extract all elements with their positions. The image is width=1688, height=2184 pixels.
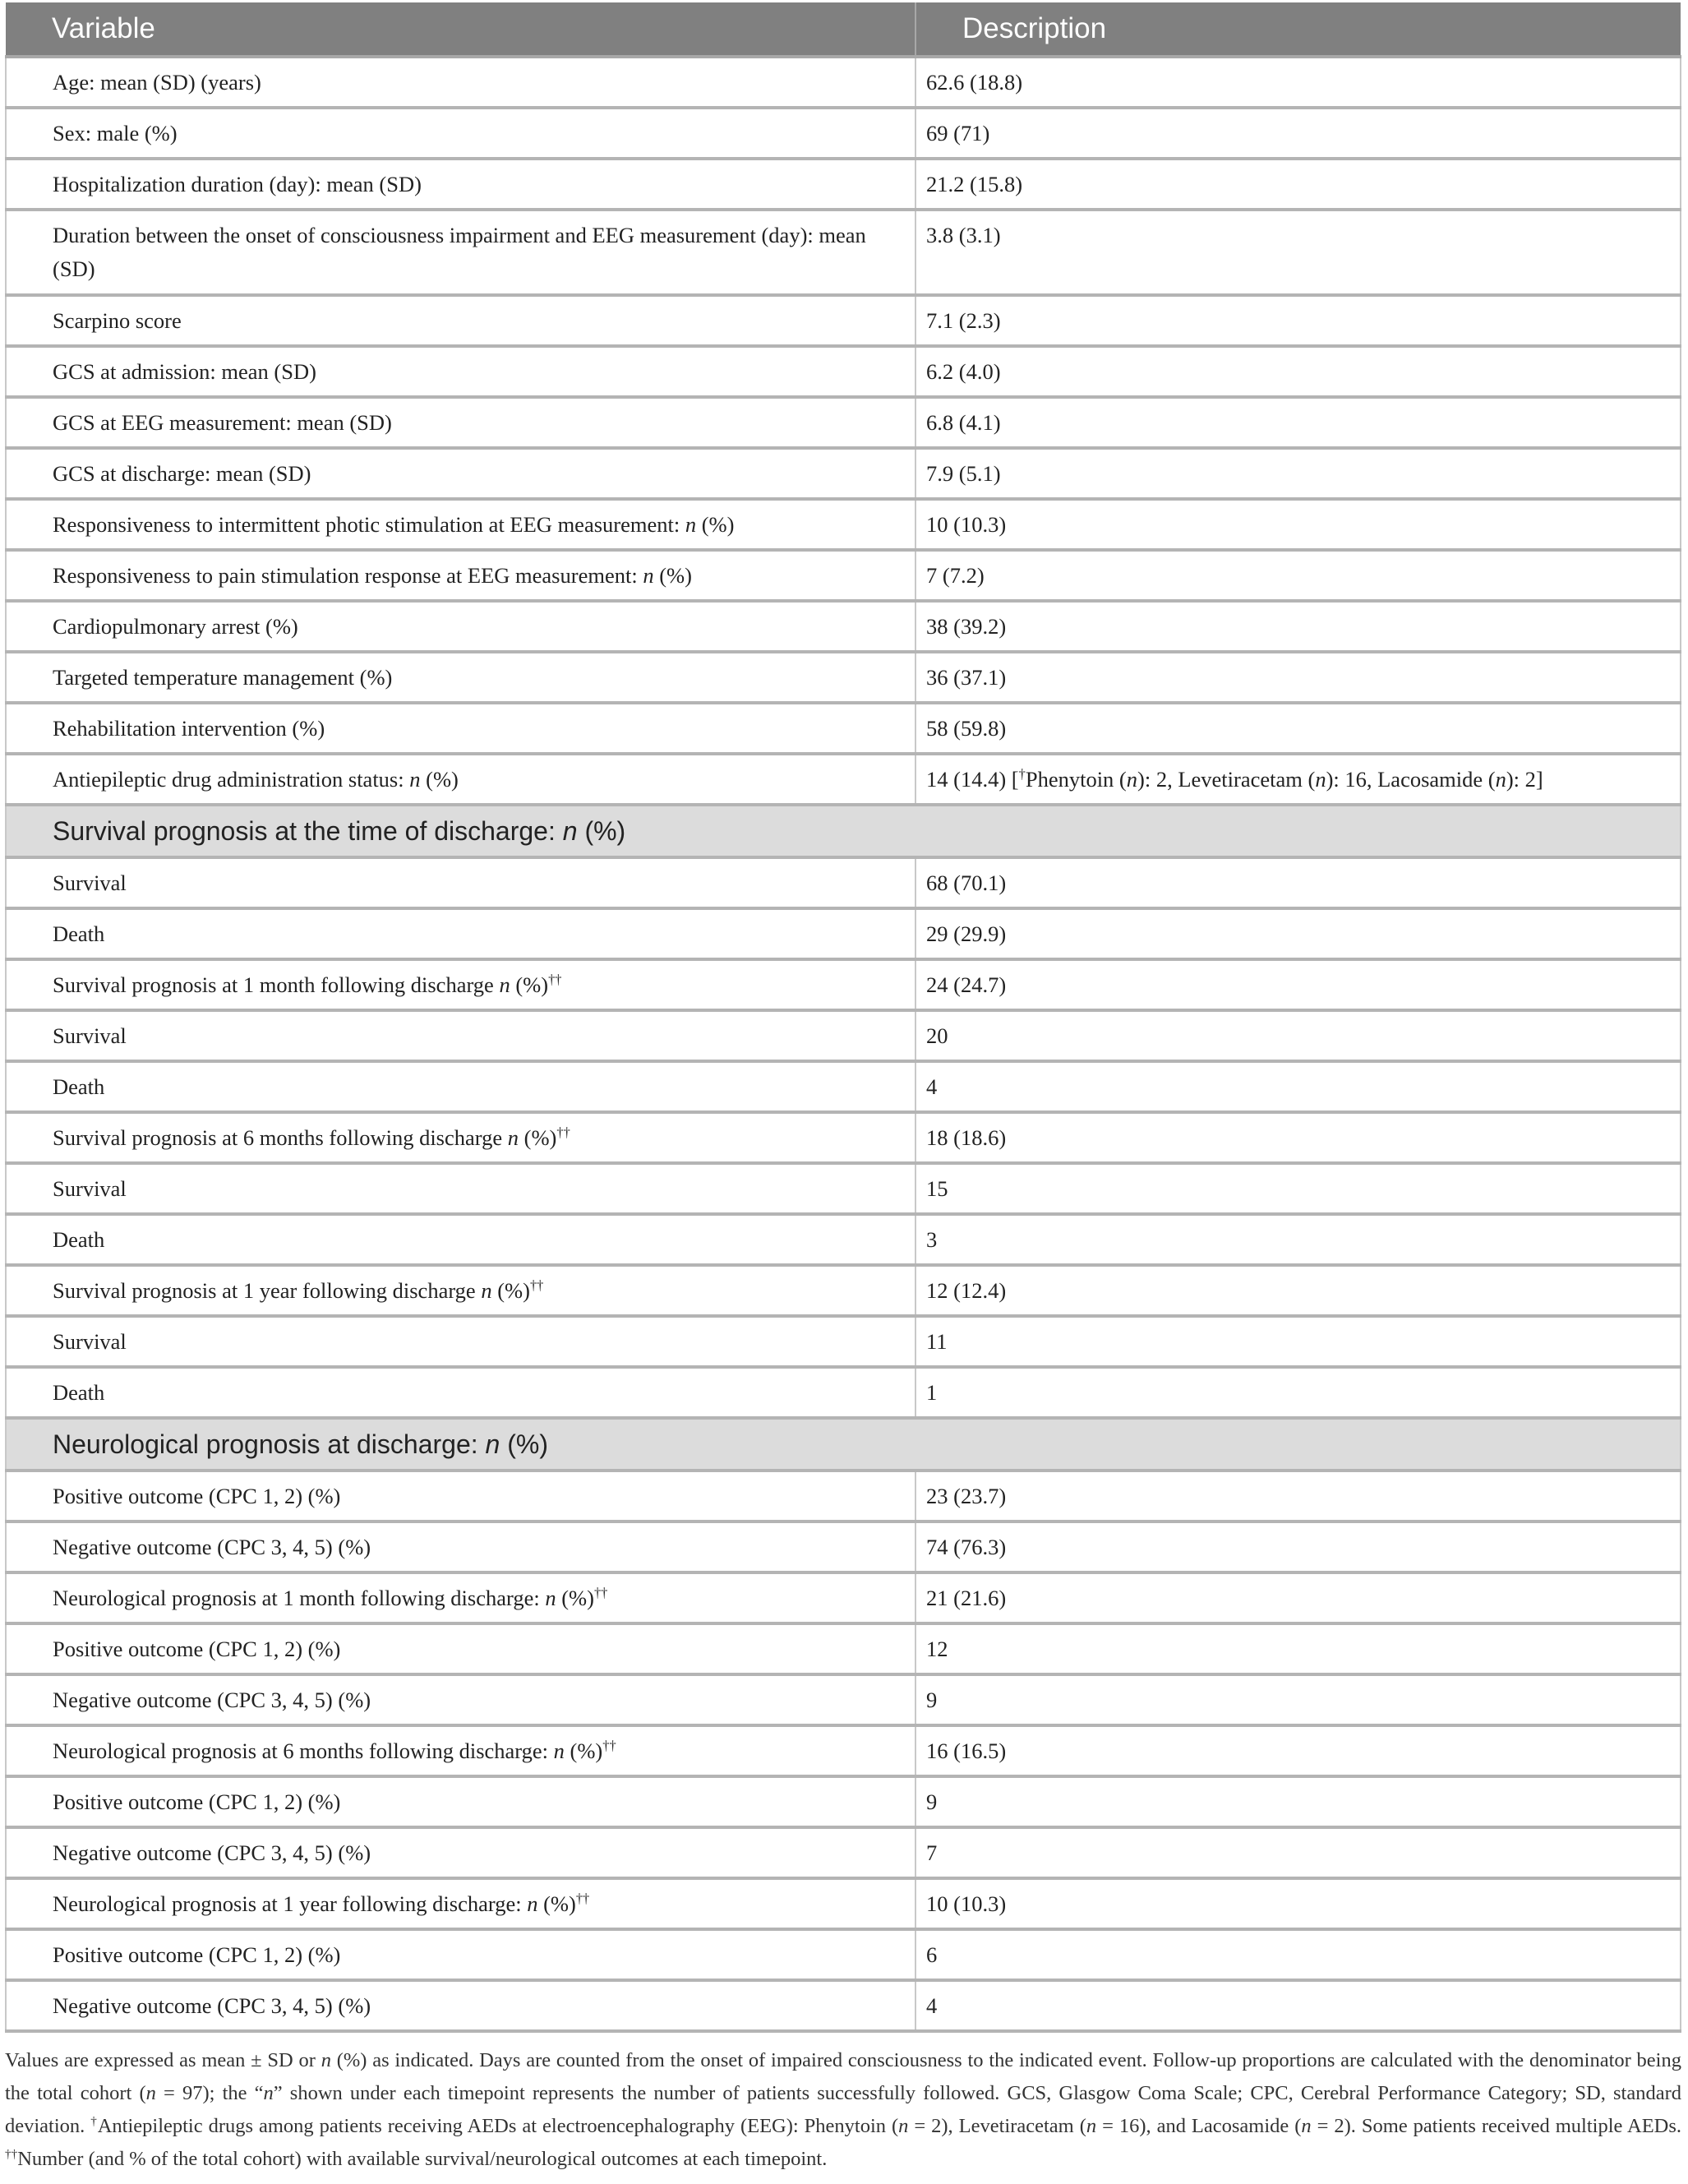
- text-segment: Cardiopulmonary arrest (%): [53, 614, 298, 639]
- footnote-marker: ††: [575, 1891, 590, 1907]
- text-segment: (%): [653, 563, 692, 588]
- variable-cell: [6, 159, 915, 210]
- table-row: [6, 159, 1681, 210]
- table-row: [6, 1929, 1681, 1980]
- text-segment: (%): [420, 767, 459, 792]
- text-segment: Scarpino score: [53, 308, 182, 333]
- table-row: [6, 210, 1681, 295]
- text-segment: GCS at EEG measurement: mean (SD): [53, 410, 392, 435]
- text-segment: ): 2, Levetiracetam (: [1137, 767, 1316, 792]
- text-segment: Number (and % of the total cohort) with available survival/neurological outcomes at each timepoint.: [17, 2148, 828, 2170]
- text-segment: = 2), Levetiracetam (: [908, 2115, 1086, 2137]
- text-segment: = 97); the “: [155, 2082, 264, 2104]
- footnote-marker: ††: [602, 1738, 616, 1754]
- variable-cell: [6, 1265, 915, 1316]
- text-segment: 14 (14.4) [: [926, 767, 1019, 792]
- text-segment: 23 (23.7): [926, 1484, 1007, 1508]
- text-segment: 9: [926, 1688, 938, 1712]
- description-cell: [915, 703, 1681, 754]
- description-cell: [915, 448, 1681, 499]
- description-cell: [915, 1112, 1681, 1163]
- description-cell: [915, 159, 1681, 210]
- variable-cell: [6, 1929, 915, 1980]
- text-segment: 3.8 (3.1): [926, 223, 1001, 247]
- table-row: [6, 57, 1681, 108]
- table-row: [6, 550, 1681, 601]
- text-segment: Survival prognosis at 1 year following discharge: [53, 1278, 482, 1303]
- column-header-variable: Variable: [6, 2, 915, 57]
- table-row: [6, 1521, 1681, 1572]
- italic-symbol: n: [1126, 767, 1138, 792]
- text-segment: Positive outcome (CPC 1, 2) (%): [53, 1942, 341, 1967]
- variable-cell: [6, 1878, 915, 1929]
- footnote-marker: ††: [548, 972, 562, 988]
- text-segment: Rehabilitation intervention (%): [53, 716, 325, 741]
- text-segment: 7: [926, 1840, 938, 1865]
- variable-cell: [6, 601, 915, 652]
- description-cell: [915, 346, 1681, 397]
- text-segment: Death: [53, 921, 105, 946]
- text-segment: (%): [537, 1891, 576, 1916]
- text-segment: Survival: [53, 870, 127, 895]
- italic-symbol: n: [553, 1738, 565, 1763]
- text-segment: (%): [577, 816, 626, 846]
- description-cell: [915, 550, 1681, 601]
- text-segment: 74 (76.3): [926, 1535, 1007, 1559]
- text-segment: (%): [510, 972, 549, 997]
- text-segment: 6.8 (4.1): [926, 410, 1001, 435]
- description-cell: [915, 108, 1681, 159]
- text-segment: 21.2 (15.8): [926, 172, 1023, 196]
- italic-symbol: n: [485, 1429, 500, 1459]
- variable-cell: [6, 1316, 915, 1367]
- footnote-marker: †: [90, 2113, 98, 2128]
- table-row: [6, 1572, 1681, 1623]
- description-cell: [915, 1929, 1681, 1980]
- text-segment: (%): [519, 1125, 557, 1150]
- text-segment: GCS at discharge: mean (SD): [53, 461, 311, 486]
- variable-cell: [6, 108, 915, 159]
- text-segment: 16 (16.5): [926, 1738, 1007, 1763]
- text-segment: ): 2]: [1506, 767, 1543, 792]
- text-segment: Responsiveness to pain stimulation response at EEG measurement:: [53, 563, 643, 588]
- text-segment: 4: [926, 1074, 938, 1099]
- table-row: [6, 108, 1681, 159]
- description-cell: [915, 1827, 1681, 1878]
- text-segment: Survival prognosis at 6 months following discharge: [53, 1125, 508, 1150]
- section-title: [6, 1418, 1681, 1471]
- italic-symbol: n: [263, 2082, 274, 2104]
- description-cell: [915, 1010, 1681, 1061]
- text-segment: Duration between the onset of consciousness impairment and EEG measurement (day): mean (SD): [53, 223, 866, 281]
- text-segment: 9: [926, 1789, 938, 1814]
- table-row: [6, 346, 1681, 397]
- characteristics-table: [5, 2, 1681, 2033]
- table-header-row: [6, 2, 1681, 57]
- variable-cell: [6, 1112, 915, 1163]
- table-row: [6, 1112, 1681, 1163]
- description-cell: [915, 57, 1681, 108]
- description-cell: [915, 1214, 1681, 1265]
- text-segment: 12: [926, 1637, 948, 1661]
- italic-symbol: n: [409, 767, 421, 792]
- text-segment: Targeted temperature management (%): [53, 665, 393, 690]
- footnote-marker: ††: [556, 1124, 570, 1141]
- variable-cell: [6, 1623, 915, 1674]
- text-segment: Survival: [53, 1329, 127, 1354]
- italic-symbol: n: [1315, 767, 1326, 792]
- column-header-description: Description: [915, 2, 1681, 57]
- variable-cell: [6, 857, 915, 908]
- footnote-marker: ††: [593, 1585, 608, 1601]
- table-row: [6, 703, 1681, 754]
- italic-symbol: n: [145, 2082, 156, 2104]
- variable-cell: [6, 550, 915, 601]
- text-segment: ” shown under each timepoint represents the number of patients successfully followed. GCS, Glasgow Coma Scale; CPC, Cerebral Performance Category; SD, standard deviation.: [5, 2082, 1681, 2137]
- variable-cell: [6, 1776, 915, 1827]
- variable-cell: [6, 1572, 915, 1623]
- table-row: [6, 1163, 1681, 1214]
- variable-cell: [6, 1471, 915, 1521]
- table-row: [6, 295, 1681, 346]
- text-segment: ): 16, Lacosamide (: [1326, 767, 1496, 792]
- footnote-marker: †: [1018, 766, 1026, 783]
- text-segment: Death: [53, 1074, 105, 1099]
- text-segment: Antiepileptic drugs among patients receiving AEDs at electroencephalography (EEG): Phenytoin (: [97, 2115, 899, 2137]
- text-segment: 3: [926, 1227, 938, 1252]
- description-cell: [915, 652, 1681, 703]
- description-cell: [915, 959, 1681, 1010]
- text-segment: Antiepileptic drug administration status:: [53, 767, 410, 792]
- variable-cell: [6, 57, 915, 108]
- text-segment: Positive outcome (CPC 1, 2) (%): [53, 1789, 341, 1814]
- table-row: [6, 1010, 1681, 1061]
- table-row: [6, 857, 1681, 908]
- text-segment: Neurological prognosis at discharge:: [53, 1429, 486, 1459]
- text-segment: 58 (59.8): [926, 716, 1007, 741]
- italic-symbol: n: [499, 972, 510, 997]
- text-segment: Survival: [53, 1023, 127, 1048]
- description-cell: [915, 1265, 1681, 1316]
- description-cell: [915, 210, 1681, 295]
- table-row: [6, 1827, 1681, 1878]
- text-segment: 4: [926, 1993, 938, 2018]
- section-title: [6, 805, 1681, 857]
- italic-symbol: n: [545, 1586, 556, 1610]
- variable-cell: [6, 959, 915, 1010]
- text-segment: Survival prognosis at 1 month following discharge: [53, 972, 500, 997]
- text-segment: 6.2 (4.0): [926, 359, 1001, 384]
- italic-symbol: n: [1495, 767, 1506, 792]
- text-segment: (%): [696, 512, 735, 537]
- table-row: [6, 1623, 1681, 1674]
- table-footnote: [5, 2044, 1681, 2176]
- table-row: [6, 1316, 1681, 1367]
- text-segment: Positive outcome (CPC 1, 2) (%): [53, 1637, 341, 1661]
- variable-cell: [6, 754, 915, 805]
- table-row: [6, 1725, 1681, 1776]
- text-segment: (%) as indicated. Days are counted from the onset of impaired consciousness to the indicated event. Follow-up proportions are calculated with the denominator being the total cohort (: [5, 2049, 1681, 2104]
- table-row: [6, 1061, 1681, 1112]
- description-cell: [915, 1674, 1681, 1725]
- text-segment: Hospitalization duration (day): mean (SD): [53, 172, 422, 196]
- variable-cell: [6, 652, 915, 703]
- text-segment: (%): [491, 1278, 530, 1303]
- text-segment: 29 (29.9): [926, 921, 1007, 946]
- variable-cell: [6, 1163, 915, 1214]
- text-segment: 7.9 (5.1): [926, 461, 1001, 486]
- variable-cell: [6, 1980, 915, 2031]
- section-header-row: [6, 1418, 1681, 1471]
- italic-symbol: n: [898, 2115, 909, 2137]
- description-cell: [915, 601, 1681, 652]
- table-row: [6, 652, 1681, 703]
- text-segment: 10 (10.3): [926, 512, 1007, 537]
- variable-cell: [6, 1010, 915, 1061]
- text-segment: 68 (70.1): [926, 870, 1007, 895]
- section-header-row: [6, 805, 1681, 857]
- italic-symbol: n: [321, 2049, 331, 2071]
- variable-cell: [6, 397, 915, 448]
- variable-cell: [6, 346, 915, 397]
- text-segment: = 16), and Lacosamide (: [1096, 2115, 1302, 2137]
- table-row: [6, 1980, 1681, 2031]
- text-segment: Values are expressed as mean ± SD or: [5, 2049, 321, 2071]
- text-segment: 38 (39.2): [926, 614, 1007, 639]
- text-segment: Neurological prognosis at 1 month following discharge:: [53, 1586, 546, 1610]
- text-segment: 18 (18.6): [926, 1125, 1007, 1150]
- italic-symbol: n: [481, 1278, 492, 1303]
- text-segment: Death: [53, 1227, 105, 1252]
- footnote-marker: ††: [5, 2146, 18, 2161]
- table-row: [6, 601, 1681, 652]
- description-cell: [915, 1367, 1681, 1418]
- text-segment: (%): [564, 1738, 603, 1763]
- text-segment: Positive outcome (CPC 1, 2) (%): [53, 1484, 341, 1508]
- text-segment: Negative outcome (CPC 3, 4, 5) (%): [53, 1688, 371, 1712]
- description-cell: [915, 1572, 1681, 1623]
- text-segment: Age: mean (SD) (years): [53, 70, 261, 95]
- footnote-marker: ††: [529, 1277, 544, 1294]
- text-segment: 15: [926, 1176, 948, 1201]
- text-segment: (%): [500, 1429, 548, 1459]
- text-segment: Neurological prognosis at 6 months following discharge:: [53, 1738, 554, 1763]
- table-body: [6, 57, 1681, 2031]
- description-cell: [915, 1471, 1681, 1521]
- text-segment: 7 (7.2): [926, 563, 985, 588]
- text-segment: Neurological prognosis at 1 year following discharge:: [53, 1891, 528, 1916]
- description-cell: [915, 908, 1681, 959]
- table-row: [6, 754, 1681, 805]
- text-segment: 11: [926, 1329, 948, 1354]
- description-cell: [915, 1061, 1681, 1112]
- text-segment: Negative outcome (CPC 3, 4, 5) (%): [53, 1840, 371, 1865]
- variable-cell: [6, 499, 915, 550]
- variable-cell: [6, 448, 915, 499]
- italic-symbol: n: [562, 816, 578, 846]
- table-row: [6, 448, 1681, 499]
- text-segment: 21 (21.6): [926, 1586, 1007, 1610]
- variable-cell: [6, 703, 915, 754]
- variable-cell: [6, 1725, 915, 1776]
- italic-symbol: n: [527, 1891, 538, 1916]
- table-row: [6, 397, 1681, 448]
- table-row: [6, 959, 1681, 1010]
- description-cell: [915, 1725, 1681, 1776]
- text-segment: Death: [53, 1380, 105, 1405]
- description-cell: [915, 1316, 1681, 1367]
- description-cell: [915, 499, 1681, 550]
- text-segment: 12 (12.4): [926, 1278, 1007, 1303]
- variable-cell: [6, 295, 915, 346]
- text-segment: Phenytoin (: [1025, 767, 1127, 792]
- variable-cell: [6, 1674, 915, 1725]
- variable-cell: [6, 1061, 915, 1112]
- text-segment: GCS at admission: mean (SD): [53, 359, 316, 384]
- description-cell: [915, 1878, 1681, 1929]
- table-row: [6, 1265, 1681, 1316]
- table-row: [6, 1367, 1681, 1418]
- description-cell: [915, 397, 1681, 448]
- text-segment: Responsiveness to intermittent photic stimulation at EEG measurement:: [53, 512, 685, 537]
- text-segment: 1: [926, 1380, 938, 1405]
- variable-cell: [6, 908, 915, 959]
- table-row: [6, 1214, 1681, 1265]
- table-row: [6, 1674, 1681, 1725]
- text-segment: 20: [926, 1023, 948, 1048]
- italic-symbol: n: [1301, 2115, 1312, 2137]
- description-cell: [915, 857, 1681, 908]
- text-segment: Negative outcome (CPC 3, 4, 5) (%): [53, 1993, 371, 2018]
- table-row: [6, 499, 1681, 550]
- table-row: [6, 1776, 1681, 1827]
- table-row: [6, 1471, 1681, 1521]
- text-segment: 62.6 (18.8): [926, 70, 1023, 95]
- variable-cell: [6, 1521, 915, 1572]
- table-row: [6, 908, 1681, 959]
- text-segment: 36 (37.1): [926, 665, 1007, 690]
- text-segment: Survival: [53, 1176, 127, 1201]
- italic-symbol: n: [507, 1125, 519, 1150]
- description-cell: [915, 1521, 1681, 1572]
- text-segment: = 2). Some patients received multiple AEDs.: [1311, 2115, 1682, 2137]
- description-cell: [915, 295, 1681, 346]
- text-segment: 7.1 (2.3): [926, 308, 1001, 333]
- text-segment: 6: [926, 1942, 938, 1967]
- italic-symbol: n: [643, 563, 654, 588]
- variable-cell: [6, 1367, 915, 1418]
- description-cell: [915, 1623, 1681, 1674]
- text-segment: 69 (71): [926, 121, 990, 145]
- italic-symbol: n: [1086, 2115, 1097, 2137]
- text-segment: Sex: male (%): [53, 121, 178, 145]
- text-segment: Survival prognosis at the time of discharge:: [53, 816, 563, 846]
- text-segment: 24 (24.7): [926, 972, 1007, 997]
- table-row: [6, 1878, 1681, 1929]
- description-cell: [915, 1776, 1681, 1827]
- italic-symbol: n: [685, 512, 697, 537]
- variable-cell: [6, 1214, 915, 1265]
- description-cell: [915, 1163, 1681, 1214]
- description-cell: [915, 1980, 1681, 2031]
- text-segment: 10 (10.3): [926, 1891, 1007, 1916]
- text-segment: (%): [556, 1586, 594, 1610]
- variable-cell: [6, 1827, 915, 1878]
- variable-cell: [6, 210, 915, 295]
- description-cell: [915, 754, 1681, 805]
- text-segment: Negative outcome (CPC 3, 4, 5) (%): [53, 1535, 371, 1559]
